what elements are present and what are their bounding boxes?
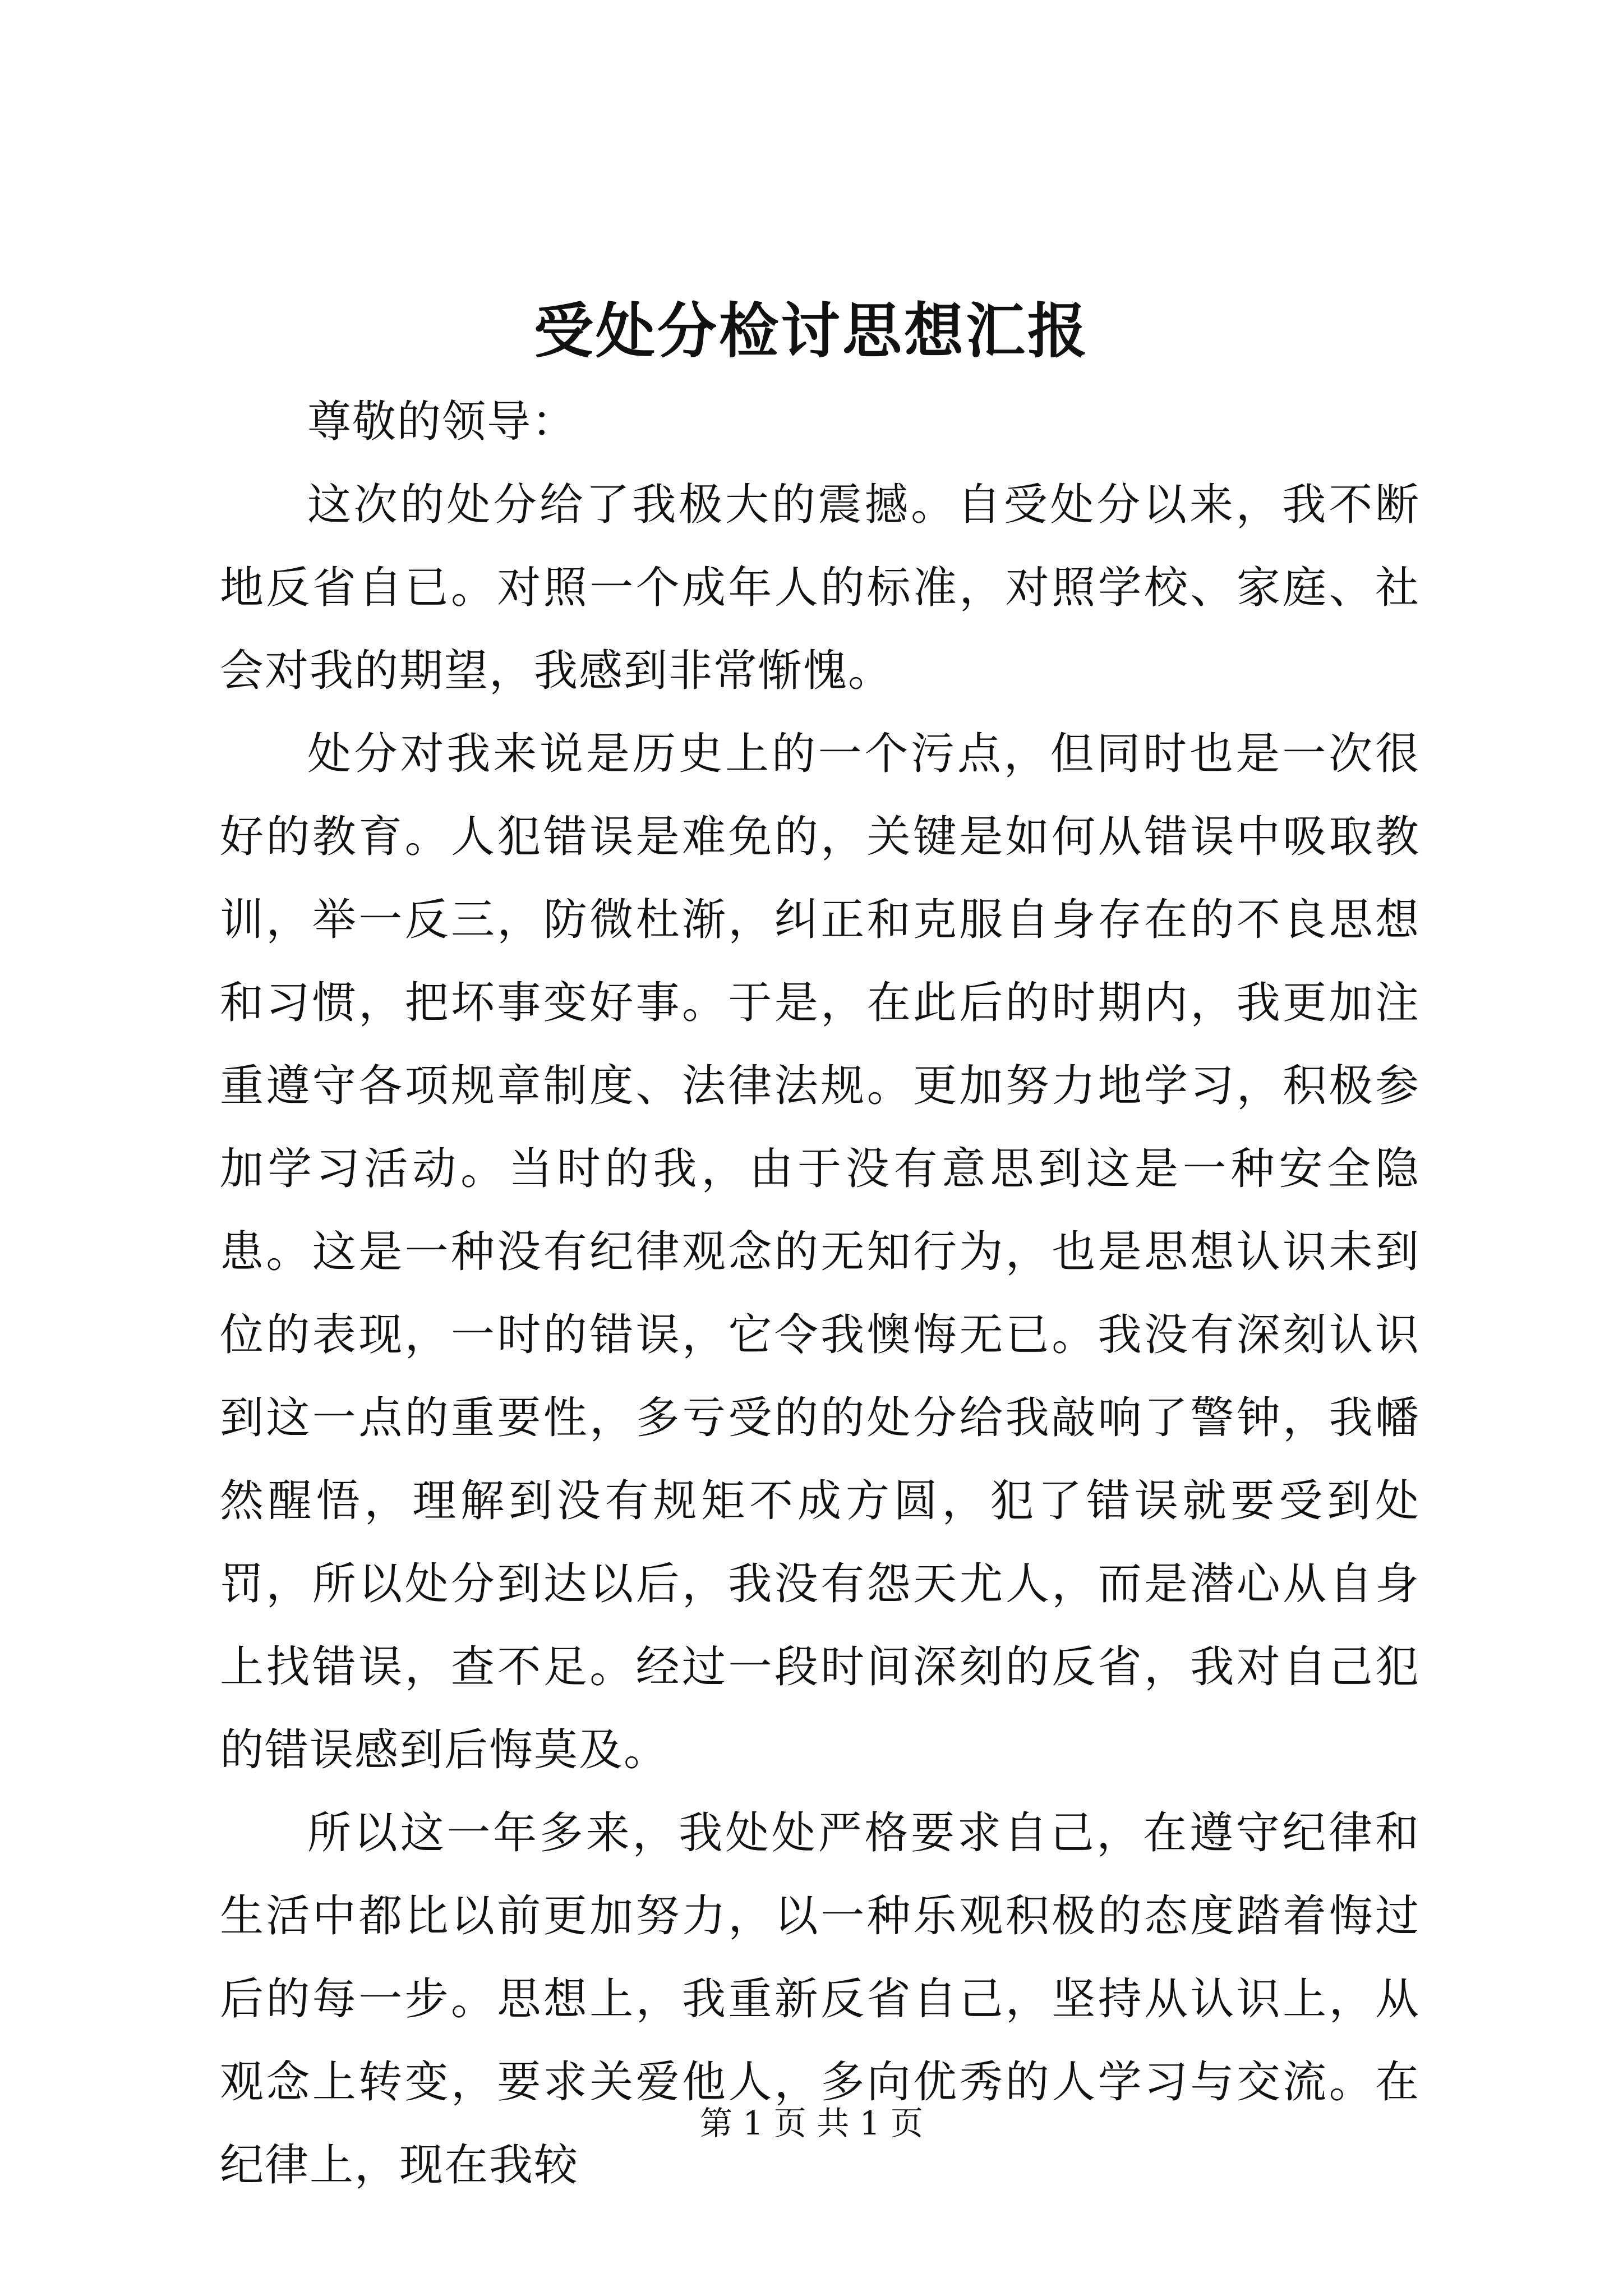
paragraph-3: 所以这一年多来，我处处严格要求自己，在遵守纪律和生活中都比以前更加努力，以一种乐观积极的态度踏着悔过后的每一步。思想上，我重新反省自己，坚持从认识上，从观念上转变，要求关爱他人，多向优秀的人学习与交流。在纪律上，现在我较 bbox=[220, 1808, 1420, 2191]
document-title: 受处分检讨思想汇报 bbox=[534, 296, 1089, 366]
document-body bbox=[220, 380, 1420, 2207]
paragraph-2: 处分对我来说是历史上的一个污点，但同时也是一次很好的教育。人犯错误是难免的，关键是如何从错误中吸取教训，举一反三，防微杜渐，纠正和克服自身存在的不良思想和习惯，把坏事变好事。于是，在此后的时期内，我更加注重遵守各项规章制度、法律法规。更加努力地学习，积极参加学习活动。当时的我，由于没有意思到这是一种安全隐患。这是一种没有纪律观念的无知行为，也是思想认识未到位的表现，一时的错误，它令我懊悔无已。我没有深刻认识到这一点的重要性，多亏受的的处分给我敲响了警钟，我幡然醒悟，理解到没有规矩不成方圆，犯了错误就要受到处罚，所以处分到达以后，我没有怨天尤人，而是潜心从自身上找错误，查不足。经过一段时间深刻的反省，我对自己犯的错误感到后悔莫及。 bbox=[220, 729, 1420, 1775]
page-footer: 第 1 页 共 1 页 bbox=[700, 2104, 923, 2142]
paragraph-1: 这次的处分给了我极大的震撼。自受处分以来，我不断地反省自已。对照一个成年人的标准，对照学校、家庭、社会对我的期望，我感到非常惭愧。 bbox=[220, 480, 1420, 696]
salutation: 尊敬的领导： bbox=[307, 397, 577, 447]
